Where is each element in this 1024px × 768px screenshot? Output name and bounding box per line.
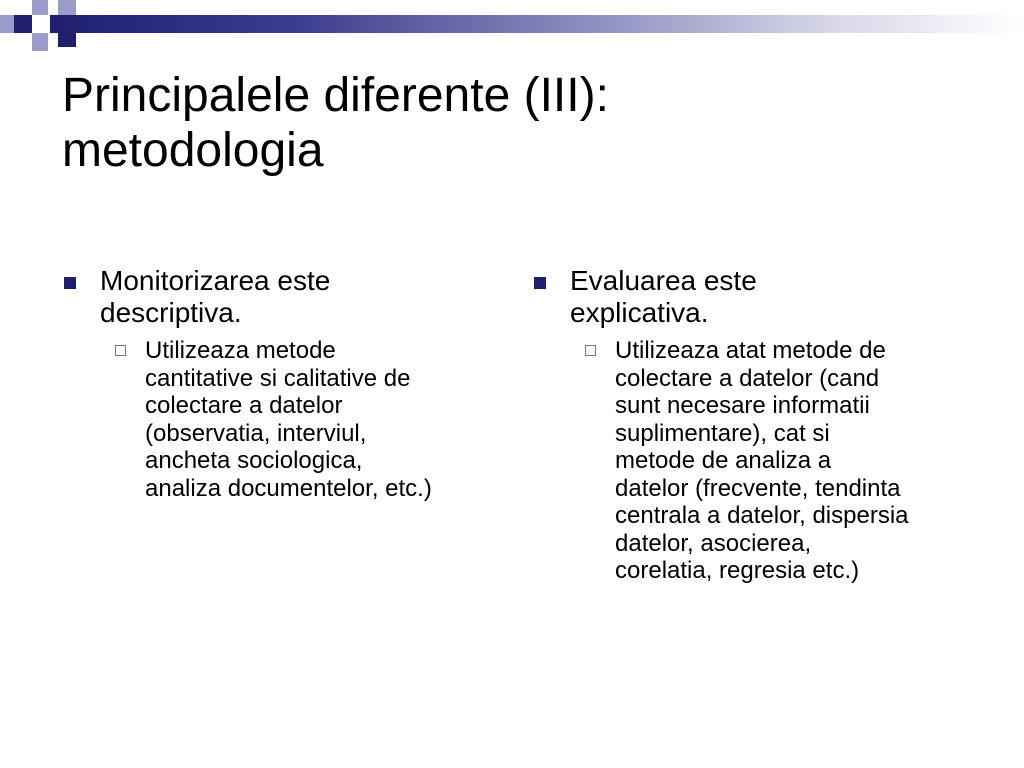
- sub-bullet-line: corelatia, regresia etc.): [615, 557, 860, 584]
- bullet-heading-line-2: descriptiva.: [100, 297, 242, 328]
- sub-bullet-line: (observatia, interviul,: [145, 419, 367, 447]
- slide-title-line-1: Principalele diferente (III):: [62, 69, 609, 122]
- sub-bullet-line: colectare a datelor: [145, 392, 343, 419]
- sub-bullet-line: datelor, asocierea,: [615, 529, 812, 557]
- sub-bullet-line: Utilizeaza atat metode de: [615, 337, 886, 364]
- sub-bullet-line: centrala a datelor, dispersia: [615, 502, 909, 529]
- sub-bullet-monitorizare: [62, 337, 502, 502]
- bullet-heading-line-2: explicativa.: [570, 297, 709, 328]
- bullet-monitorizare: [62, 265, 502, 329]
- sub-bullet-line: colectare a datelor (cand: [615, 364, 880, 392]
- right-column: [532, 265, 972, 585]
- decor-square-icon: [58, 0, 76, 15]
- slide-title: [62, 68, 962, 178]
- bullet-evaluare: [532, 265, 972, 329]
- sub-bullet-evaluare: [532, 337, 972, 585]
- sub-bullet-line: cantitative si calitative de: [145, 364, 411, 392]
- sub-bullet-line: suplimentare), cat si: [615, 419, 830, 447]
- header-gradient-bar: [50, 15, 1024, 33]
- decor-square-icon: [58, 33, 76, 47]
- decor-square-icon: [0, 15, 14, 33]
- left-column: [62, 265, 502, 502]
- sub-bullet-line: sunt necesare informatii: [615, 392, 870, 419]
- filled-square-bullet-icon: [64, 277, 76, 289]
- hollow-square-bullet-icon: [585, 345, 596, 356]
- sub-bullet-line: analiza documentelor, etc.): [145, 474, 432, 502]
- filled-square-bullet-icon: [534, 277, 546, 289]
- sub-bullet-line: metode de analiza a: [615, 447, 832, 474]
- bullet-heading-line-1: Monitorizarea este: [100, 265, 331, 296]
- sub-bullet-line: Utilizeaza metode: [145, 337, 336, 364]
- decor-square-icon: [32, 33, 48, 51]
- bullet-heading-line-1: Evaluarea este: [570, 265, 757, 296]
- decor-square-icon: [32, 0, 48, 15]
- slide-title-line-2: metodologia: [62, 124, 324, 177]
- sub-bullet-line: ancheta sociologica,: [145, 447, 363, 474]
- decor-square-icon: [14, 15, 32, 33]
- sub-bullet-line: datelor (frecvente, tendinta: [615, 474, 901, 502]
- hollow-square-bullet-icon: [115, 345, 126, 356]
